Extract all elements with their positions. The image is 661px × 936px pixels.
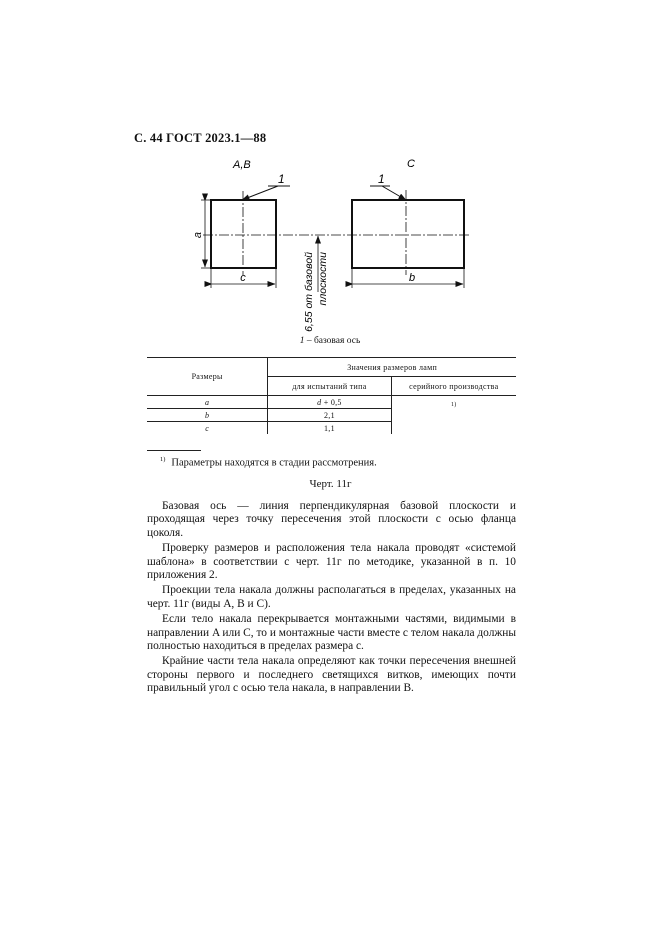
paragraph: Проекции тела накала должны располагаться в пределах, указанных на черт. 11г (виды A, B и C). [147,584,516,610]
offset-label-line2: плоскости [317,252,329,306]
legend-number: 1 [299,336,305,346]
table-header-group: Значения размеров ламп [268,358,516,377]
table-cell-param: c [205,423,210,433]
value-part-rest: + 0,5 [321,397,342,407]
footnote-separator [147,450,201,451]
technical-drawing [0,0,661,340]
dim-c-label: c [240,272,246,284]
offset-label-line1: 6,55 от базовой [303,252,315,332]
table-cell-serial: 1) [391,396,516,435]
page-header: С. 44 ГОСТ 2023.1—88 [134,131,267,145]
table-header-type: для испытаний типа [268,377,391,396]
table-cell-param: a [147,396,268,409]
dim-b-label: b [408,272,416,284]
legend-text: – базовая ось [304,336,361,346]
table-header-serial: серийного производства [391,377,516,396]
filament-outline-ab [211,200,276,268]
table-cell-param: b [147,409,268,422]
table-header-param: Размеры [147,358,268,396]
table-cell-type [268,396,391,409]
body-text [147,500,516,696]
figure-legend [280,336,380,346]
dim-a-label: a [192,231,204,239]
view-c-label: C [407,158,415,170]
value-part-d: d [317,397,322,407]
view-ab-label: A,B [233,159,251,171]
callout-number-left: 1 [278,172,285,186]
callout-leader-right [382,186,406,200]
footnote-mark: 1) [160,456,166,463]
table-cell-type: 2,1 [268,409,391,422]
paragraph: Базовая ось — линия перпендикулярная базовой плоскости и проходящая через точку пересечения этой плоскости с осью фланца цоколя. [147,500,516,539]
footnote [160,456,377,469]
paragraph: Крайние части тела накала определяют как точки пересечения внешней стороны первого и последнего светящихся витков, имеющих почти правильный угол с осью тела накала, в направлении B. [147,655,516,695]
dimensions-table [147,357,516,434]
callout-number-right: 1 [378,172,385,186]
callout-leader-left [242,186,278,200]
figure-caption: Черт. 11г [309,478,352,490]
table-row [147,396,516,409]
footnote-text: Параметры находятся в стадии рассмотрения. [171,457,377,469]
filament-outline-c [352,200,464,268]
paragraph: Если тело накала перекрывается монтажными частями, видимыми в направлении A или C, то и монтажные части вместе с телом накала должны полностью находиться в пределах размера c. [147,613,516,653]
paragraph: Проверку размеров и расположения тела накала проводят «системой шаблона» в соответствии с черт. 11г по методике, указанной в п. 10 приложения 2. [147,542,516,582]
table-cell-type: 1,1 [268,422,391,435]
